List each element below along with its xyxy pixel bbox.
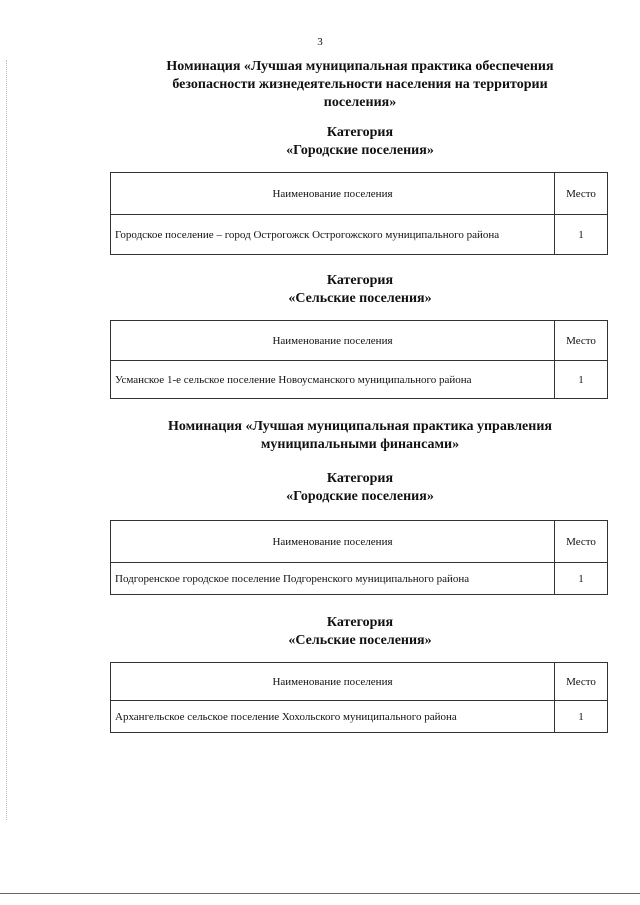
place-value: 1 (555, 701, 608, 733)
settlement-name: Подгоренское городское поселение Подгоренского муниципального района (111, 563, 555, 595)
scan-edge-marks (6, 60, 7, 820)
nomination-title-1: Номинация «Лучшая муниципальная практика обеспечения безопасности жизнедеятельности населения на территории поселения» (166, 59, 554, 110)
nomination-title-2: Номинация «Лучшая муниципальная практика управления муниципальными финансами» (168, 419, 552, 452)
table-row (111, 563, 608, 595)
results-table-4 (110, 662, 608, 733)
results-table-3 (110, 520, 608, 595)
settlement-name: Архангельское сельское поселение Хохольского муниципального района (111, 701, 555, 733)
table-row (111, 215, 608, 255)
place-value: 1 (555, 563, 608, 595)
col-place-header: Место (555, 321, 608, 361)
category-heading-4: Категория «Сельские поселения» (288, 615, 432, 648)
col-name-header: Наименование поселения (111, 663, 555, 701)
footer-rule (0, 893, 640, 894)
col-name-header: Наименование поселения (111, 321, 555, 361)
col-name-header: Наименование поселения (111, 521, 555, 563)
place-value: 1 (555, 215, 608, 255)
col-place-header: Место (555, 173, 608, 215)
col-place-header: Место (555, 521, 608, 563)
col-place-header: Место (555, 663, 608, 701)
category-heading-3: Категория «Городские поселения» (286, 471, 434, 504)
page-number: 3 (317, 36, 323, 48)
table-row (111, 701, 608, 733)
settlement-name: Усманское 1-е сельское поселение Новоусманского муниципального района (111, 361, 555, 399)
table-row (111, 361, 608, 399)
place-value: 1 (555, 361, 608, 399)
results-table-1 (110, 172, 608, 255)
results-table-2 (110, 320, 608, 399)
col-name-header: Наименование поселения (111, 173, 555, 215)
category-heading-1: Категория «Городские поселения» (286, 125, 434, 158)
settlement-name: Городское поселение – город Острогожск Острогожского муниципального района (111, 215, 555, 255)
category-heading-2: Категория «Сельские поселения» (288, 273, 432, 306)
